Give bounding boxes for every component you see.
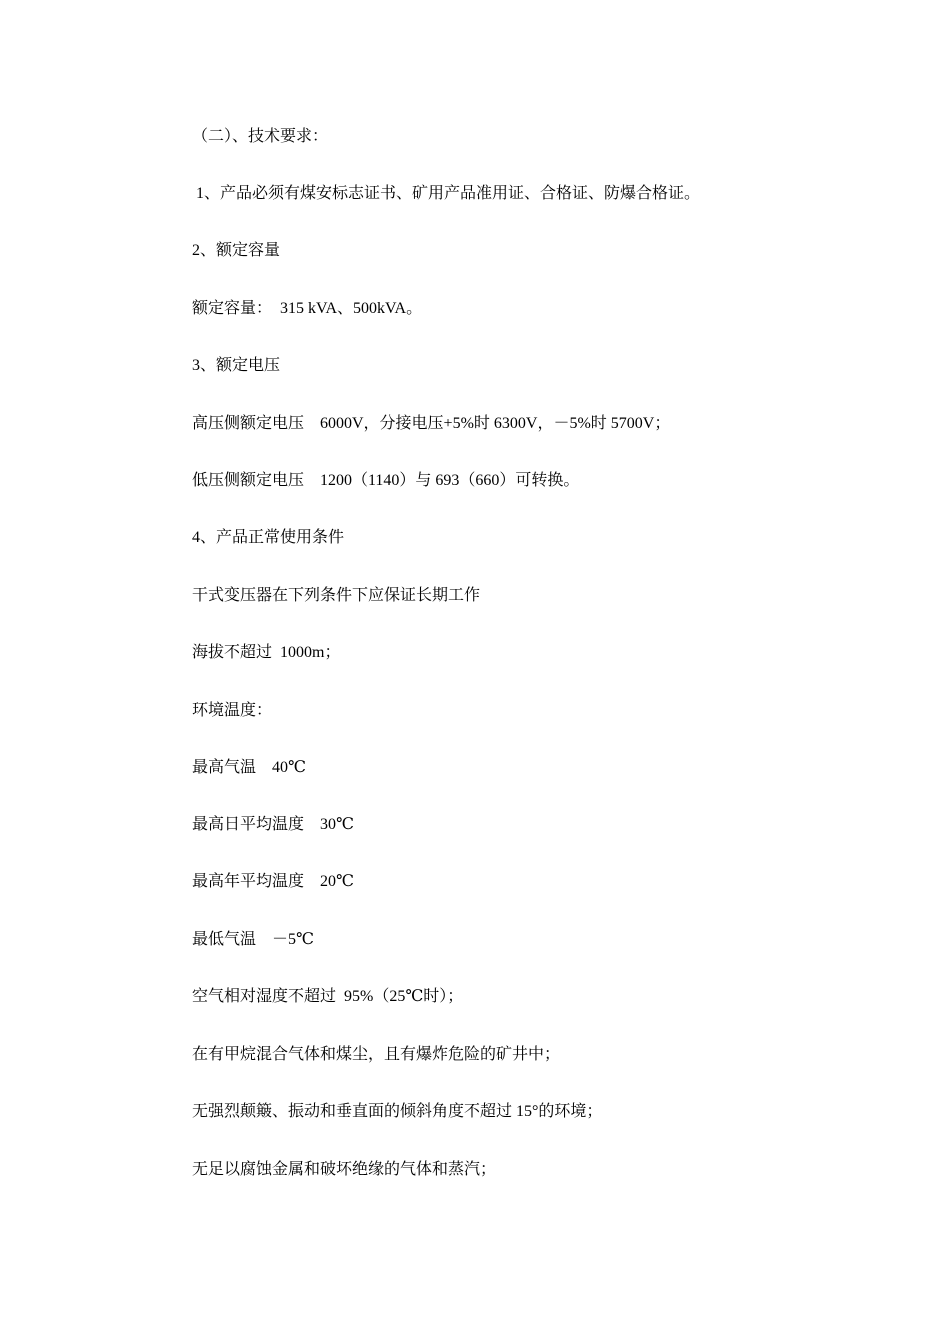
vibration-condition: 无强烈颠簸、振动和垂直面的倾斜角度不超过 15°的环境； — [192, 1103, 603, 1120]
max-temperature: 最高气温 40℃ — [192, 759, 306, 776]
rated-capacity-value: 额定容量： 315 kVA、500kVA。 — [192, 300, 423, 317]
usage-conditions-intro: 干式变压器在下列条件下应保证长期工作 — [192, 587, 481, 604]
ambient-temperature-label: 环境温度： — [192, 702, 273, 719]
section-heading: （二）、技术要求： — [192, 128, 329, 145]
heading-rated-capacity: 2、额定容量 — [192, 242, 281, 259]
corrosive-gas-condition: 无足以腐蚀金属和破坏绝缘的气体和蒸汽； — [192, 1161, 497, 1178]
heading-usage-conditions: 4、产品正常使用条件 — [192, 529, 345, 546]
max-daily-average-temperature: 最高日平均温度 30℃ — [192, 816, 354, 833]
methane-environment: 在有甲烷混合气体和煤尘，且有爆炸危险的矿井中； — [192, 1046, 561, 1063]
min-temperature: 最低气温 －5℃ — [192, 931, 314, 948]
low-voltage-side: 低压侧额定电压 1200（1140）与 693（660）可转换。 — [192, 472, 580, 489]
max-yearly-average-temperature: 最高年平均温度 20℃ — [192, 873, 354, 890]
altitude-condition: 海拔不超过 1000m； — [192, 644, 341, 661]
high-voltage-side: 高压侧额定电压 6000V，分接电压+5%时 6300V，－5%时 5700V； — [192, 415, 671, 432]
relative-humidity: 空气相对湿度不超过 95%（25℃时）； — [192, 988, 464, 1005]
heading-rated-voltage: 3、额定电压 — [192, 357, 281, 374]
requirement-certificates: 1、产品必须有煤安标志证书、矿用产品准用证、合格证、防爆合格证。 — [192, 185, 701, 202]
